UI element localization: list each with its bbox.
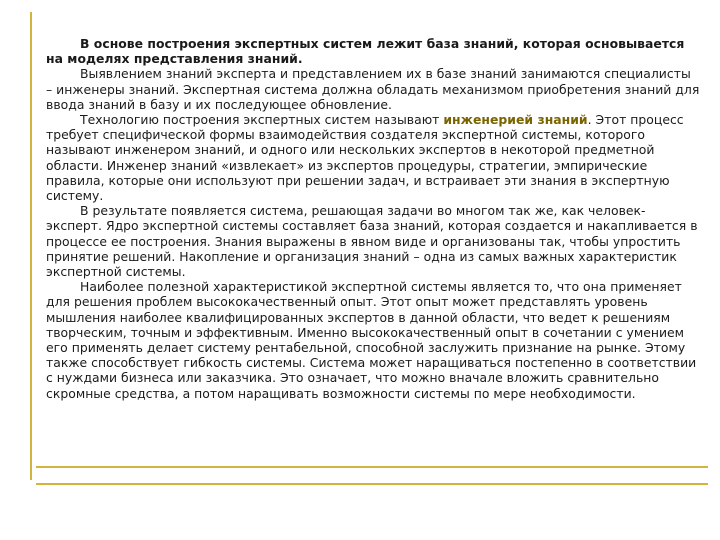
bottom-rule-upper <box>36 466 708 468</box>
paragraph-3-rest: . Этот процесс требует специфической формы взаимодействия создателя экспертной системы, которого называют инженером знаний, и одного или нескольких экспертов в некоторой предметной области. Инженер знаний «извлекает» из экспертов процедуры, стратегии, эмпирические правила, которые они используют при решении задач, и встраивает эти знания в экспертную систему. <box>46 112 684 204</box>
paragraph-useful-characteristic: Наиболее полезной характеристикой экспертной системы является то, что она применяет для решения проблем высококачественный опыт. Этот опыт может представлять уровень мышления наиболее квалифицированных экспертов в данной области, что ведет к решениям творческим, точным и эффективным. Именно высококачественный опыт в сочетании с умением его применять делает систему рентабельной, способной заслужить признание на рынке. Этому также способствует гибкость системы. Система может наращиваться постепенно в соответствии с нуждами бизнеса или заказчика. Это означает, что можно вначале вложить сравнительно скромные средства, а потом наращивать возможности системы по мере необходимости. <box>46 279 697 401</box>
paragraph-knowledge-engineers: Выявлением знаний эксперта и представлением их в базе знаний занимаются специалисты – инженеры знаний. Экспертная система должна обладать механизмом приобретения знаний для ввода знаний в базу и их последующее обновление. <box>46 66 700 112</box>
bottom-rule-lower <box>36 483 708 485</box>
paragraph-3-lead-in: Технологию построения экспертных систем называют <box>80 112 444 128</box>
paragraph-result: В результате появляется система, решающая задачи во многом так же, как человек-эксперт. Ядро экспертной системы составляет база знаний, которая создается и накапливается в процессе ее построения. Знания выражены в явном виде и организованы так, чтобы упростить принятие решений. Накопление и организация знаний – одна из самых важных характеристик экспертной системы. <box>46 203 698 280</box>
term-knowledge-engineering: инженерией знаний <box>443 112 588 128</box>
paragraph-knowledge-engineering <box>46 112 700 203</box>
paragraph-intro: В основе построения экспертных систем лежит база знаний, которая основывается на моделях представления знаний. <box>46 36 685 67</box>
left-vertical-rule <box>30 12 32 480</box>
slide-body-text <box>46 36 700 401</box>
